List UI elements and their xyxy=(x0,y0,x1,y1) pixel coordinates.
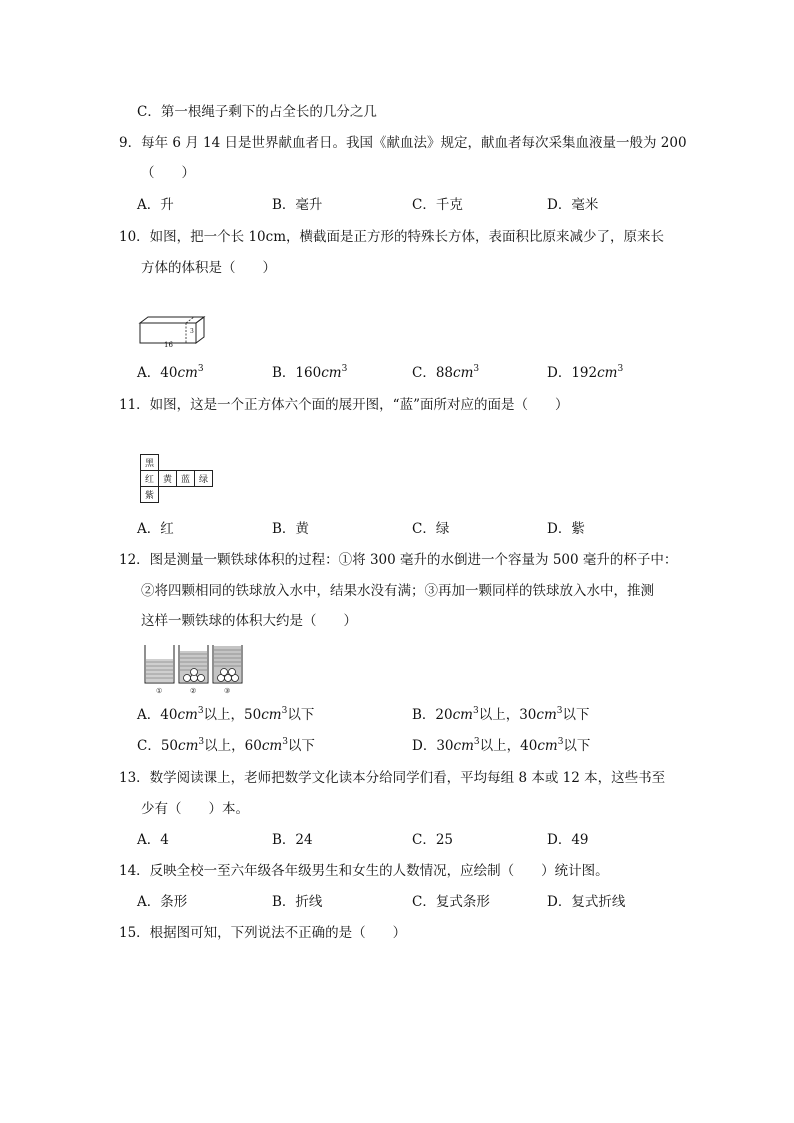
q9-stem-line2: （ ） xyxy=(141,165,195,181)
cup-label-1: ① xyxy=(156,687,163,695)
q14-option-c: C．复式条形 xyxy=(412,894,490,910)
net-face-purple: 紫 xyxy=(141,487,159,503)
svg-text:3: 3 xyxy=(190,328,194,335)
q15-stem-line1: 15．根据图可知，下列说法不正确的是（ ） xyxy=(119,925,407,941)
q10-stem-line2: 方体的体积是（ ） xyxy=(141,260,276,276)
net-face-red: 红 xyxy=(141,471,159,487)
q14-stem-line1: 14．反映全校一至六年级各年级男生和女生的人数情况，应绘制（ ）统计图。 xyxy=(119,863,609,879)
q13-stem-line1: 13．数学阅读课上，老师把数学文化读本分给同学们看，平均每组 8 本或 12 本，这些书至 xyxy=(119,770,666,786)
cup-label-2: ② xyxy=(190,687,197,695)
q13-option-a: A．4 xyxy=(137,832,169,848)
q11-option-b: B．黄 xyxy=(272,521,309,537)
q14-option-b: B．折线 xyxy=(272,894,323,910)
q13-option-b: B．24 xyxy=(272,832,313,848)
cup-3 xyxy=(213,645,242,683)
q11-cube-net xyxy=(140,454,213,503)
q12-option-d: D．$30cm^3$以上，$40cm^3$以下 xyxy=(412,737,591,754)
q13-option-d: D．49 xyxy=(547,832,589,848)
q14-option-d: D．复式折线 xyxy=(547,894,626,910)
q11-option-c: C．绿 xyxy=(412,521,450,537)
q14-option-a: A．条形 xyxy=(137,894,188,910)
q9-stem-line1: 9．每年 6 月 14 日是世界献血者日。我国《献血法》规定，献血者每次采集血液量一般为 200 xyxy=(119,135,687,151)
q10-stem-line1: 10．如图，把一个长 10cm，横截面是正方形的特殊长方体，表面积比原来减少了，原来长 xyxy=(119,229,665,245)
net-face-blue: 蓝 xyxy=(177,471,195,487)
q12-option-a: A．$40cm^3$以上，$50cm^3$以下 xyxy=(137,706,315,723)
q12-stem-line1: 12．图是测量一颗铁球体积的过程：①将 300 毫升的水倒进一个容量为 500 毫升的杯子中： xyxy=(119,552,678,568)
q8-option-c: C．第一根绳子剩下的占全长的几分之几 xyxy=(137,104,377,120)
cup-label-3: ③ xyxy=(224,687,231,695)
q9-option-d: D．毫米 xyxy=(547,197,599,213)
q12-stem-line3: 这样一颗铁球的体积大约是（ ） xyxy=(141,613,357,629)
q13-stem-line2: 少有（ ）本。 xyxy=(141,801,249,817)
net-face-green: 绿 xyxy=(195,471,213,487)
q12-option-b: B．$20cm^3$以上，$30cm^3$以下 xyxy=(412,706,590,723)
q12-stem-line2: ②将四颗相同的铁球放入水中，结果水没有满；③再加一颗同样的铁球放入水中，推测 xyxy=(141,583,654,599)
q10-cuboid-figure xyxy=(138,313,210,353)
q11-option-a: A．红 xyxy=(137,521,174,537)
net-face-black: 黑 xyxy=(141,455,159,471)
q10-option-c: C．$88cm^3$ xyxy=(412,364,480,381)
q11-option-d: D．紫 xyxy=(547,521,585,537)
q10-option-b: B．$160cm^3$ xyxy=(272,364,348,381)
q9-option-a: A．升 xyxy=(137,197,174,213)
cup-1 xyxy=(145,645,174,683)
q13-option-c: C．25 xyxy=(412,832,454,848)
q9-option-b: B．毫升 xyxy=(272,197,323,213)
q12-option-c: C．$50cm^3$以上，$60cm^3$以下 xyxy=(137,737,315,754)
q10-option-a: A．$40cm^3$ xyxy=(137,364,204,381)
net-face-yellow: 黄 xyxy=(159,471,177,487)
q10-figure-length-label: 16 xyxy=(164,341,173,349)
q9-option-c: C．千克 xyxy=(412,197,463,213)
q11-stem-line1: 11．如图，这是一个正方体六个面的展开图，“蓝”面所对应的面是（ ） xyxy=(119,397,569,413)
cup-2 xyxy=(179,645,208,683)
q12-cups-figure xyxy=(142,643,248,695)
q10-option-d: D．$192cm^3$ xyxy=(547,364,624,381)
